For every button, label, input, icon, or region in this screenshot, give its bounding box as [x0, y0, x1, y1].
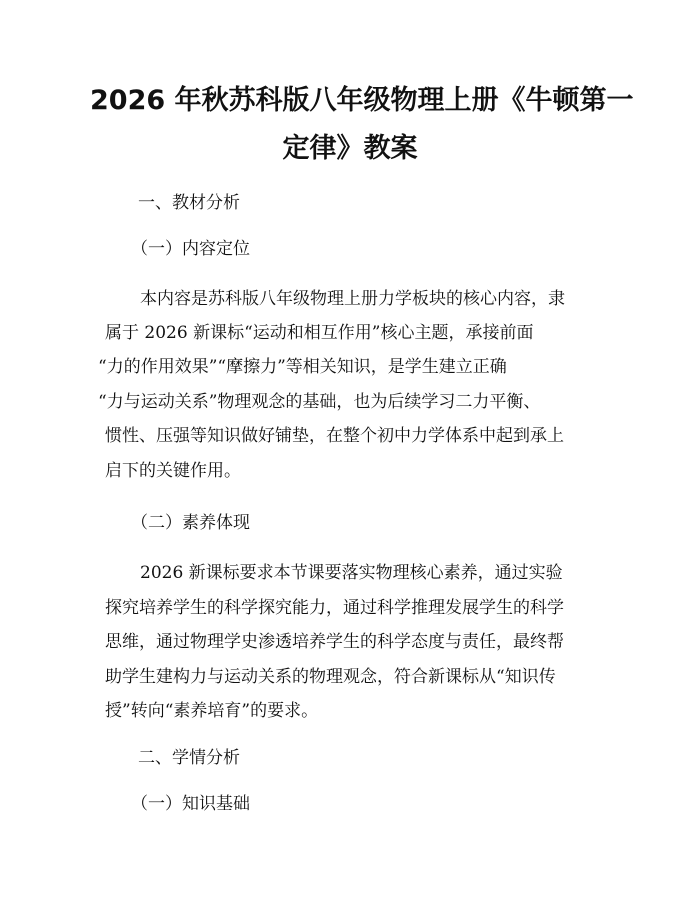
paragraph-line: “力的作用效果”“摩擦力”等相关知识，是学生建立正确: [98, 357, 507, 377]
paragraph-line: “力与运动关系”物理观念的基础，也为后续学习二力平衡、: [98, 392, 541, 412]
section-heading-student-analysis: 二、学情分析: [138, 748, 240, 768]
paragraph-line: 助学生建构力与运动关系的物理观念，符合新课标从“知识传: [105, 667, 556, 687]
section-heading-textbook-analysis: 一、教材分析: [138, 193, 240, 213]
document-title-line-1: 2026 年秋苏科版八年级物理上册《牛顿第一: [90, 85, 634, 116]
subsection-heading-content-positioning: （一）内容定位: [131, 239, 250, 259]
paragraph-line: 惯性、压强等知识做好铺垫，在整个初中力学体系中起到承上: [105, 426, 564, 446]
paragraph-line: 探究培养学生的科学探究能力，通过科学推理发展学生的科学: [105, 598, 564, 618]
subsection-heading-literacy: （二）素养体现: [131, 513, 250, 533]
subsection-heading-knowledge-base: （一）知识基础: [131, 794, 250, 814]
document-title-line-2: 定律》教案: [282, 133, 418, 164]
paragraph-line: 2026 新课标要求本节课要落实物理核心素养，通过实验: [140, 563, 563, 583]
paragraph-line: 启下的关键作用。: [105, 461, 241, 481]
paragraph-line: 思维，通过物理学史渗透培养学生的科学态度与责任，最终帮: [105, 632, 564, 652]
paragraph-line: 授”转向“素养培育”的要求。: [105, 701, 319, 721]
paragraph-line: 本内容是苏科版八年级物理上册力学板块的核心内容，隶: [140, 289, 565, 309]
paragraph-line: 属于 2026 新课标“运动和相互作用”核心主题，承接前面: [105, 323, 534, 343]
